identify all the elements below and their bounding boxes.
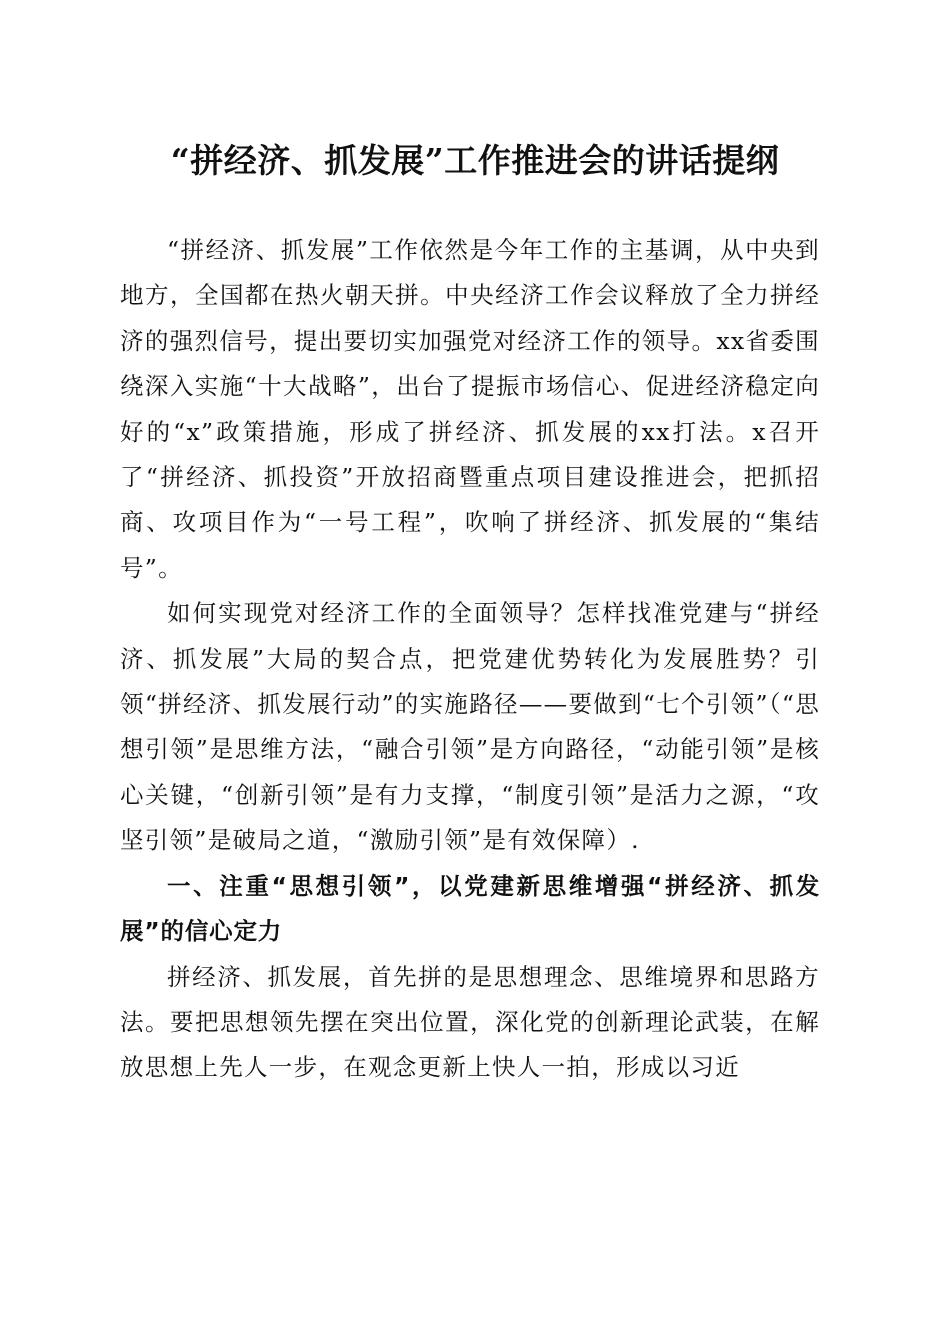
paragraph-section-1: 拼经济、抓发展，首先拼的是思想理念、思维境界和思路方法。要把思想领先摆在突出位置，深化党的创新理论武装，在解放思想上先人一步，在观念更新上快人一拍，形成以习近 — [120, 962, 820, 1082]
document-body — [120, 228, 820, 1091]
document-title: “拼经济、抓发展”工作推进会的讲话提纲 — [170, 141, 780, 180]
section-heading-1: 一、注重“思想引领”，以党建新思维增强“拼经济、抓发展”的信心定力 — [120, 871, 820, 946]
paragraph-seven-guidances: 如何实现党对经济工作的全面领导？怎样找准党建与“拼经济、抓发展”大局的契合点，把党建优势转化为发展胜势？引领“拼经济、抓发展行动”的实施路径——要做到“七个引领”（“思想引领”是思维方法，“融合引领”是方向路径，“动能引领”是核心关键，“创新引领”是有力支撑，“制度引领”是活力之源，“攻坚引领”是破局之道，“激励引领”是有效保障）. — [120, 599, 820, 855]
paragraph-intro: “拼经济、抓发展”工作依然是今年工作的主基调，从中央到地方，全国都在热火朝天拼。中央经济工作会议释放了全力拼经济的强烈信号，提出要切实加强党对经济工作的领导。xx省委围绕深入实施“十大战略”，出台了提振市场信心、促进经济稳定向好的“x”政策措施，形成了拼经济、抓发展的xx打法。x召开了“拼经济、抓投资”开放招商暨重点项目建设推进会，把抓招商、攻项目作为“一号工程”，吹响了拼经济、抓发展的“集结号”。 — [120, 236, 820, 582]
